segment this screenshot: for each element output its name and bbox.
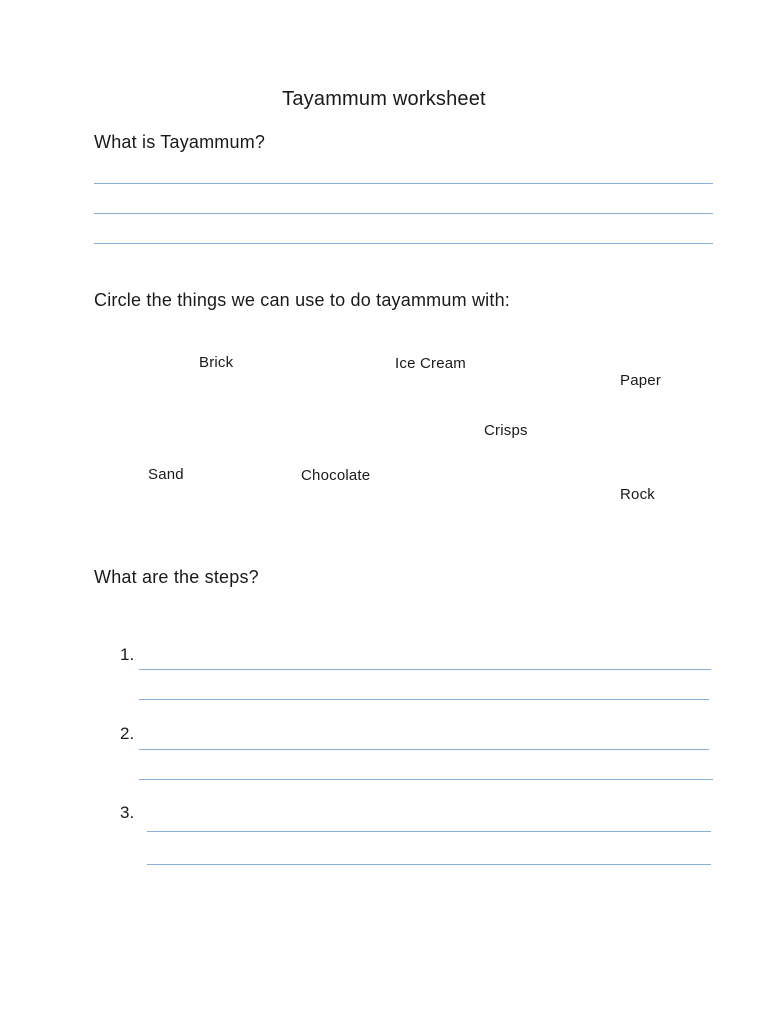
step-number-1: 1. (120, 645, 135, 664)
question-what-is-tayammum: What is Tayammum? (94, 132, 266, 152)
step-2-line-2[interactable] (139, 779, 713, 780)
answer-line[interactable] (94, 213, 713, 214)
step-3-line-2[interactable] (147, 864, 711, 865)
item-paper[interactable]: Paper (620, 372, 662, 389)
item-crisps[interactable]: Crisps (484, 422, 528, 439)
step-2-line-1[interactable] (139, 749, 709, 750)
item-chocolate[interactable]: Chocolate (301, 467, 371, 484)
page-title: Tayammum worksheet (282, 88, 486, 110)
item-sand[interactable]: Sand (148, 466, 184, 483)
step-number-3: 3. (120, 803, 135, 822)
step-1-line-1[interactable] (139, 669, 711, 670)
item-rock[interactable]: Rock (620, 486, 655, 503)
step-1-line-2[interactable] (139, 699, 709, 700)
answer-line[interactable] (94, 243, 713, 244)
item-ice-cream[interactable]: Ice Cream (395, 355, 466, 372)
question-circle-items: Circle the things we can use to do tayammum with: (94, 290, 510, 310)
answer-line[interactable] (94, 183, 713, 184)
step-number-2: 2. (120, 724, 135, 743)
step-3-line-1[interactable] (147, 831, 711, 832)
item-brick[interactable]: Brick (199, 354, 234, 371)
question-steps: What are the steps? (94, 567, 259, 587)
